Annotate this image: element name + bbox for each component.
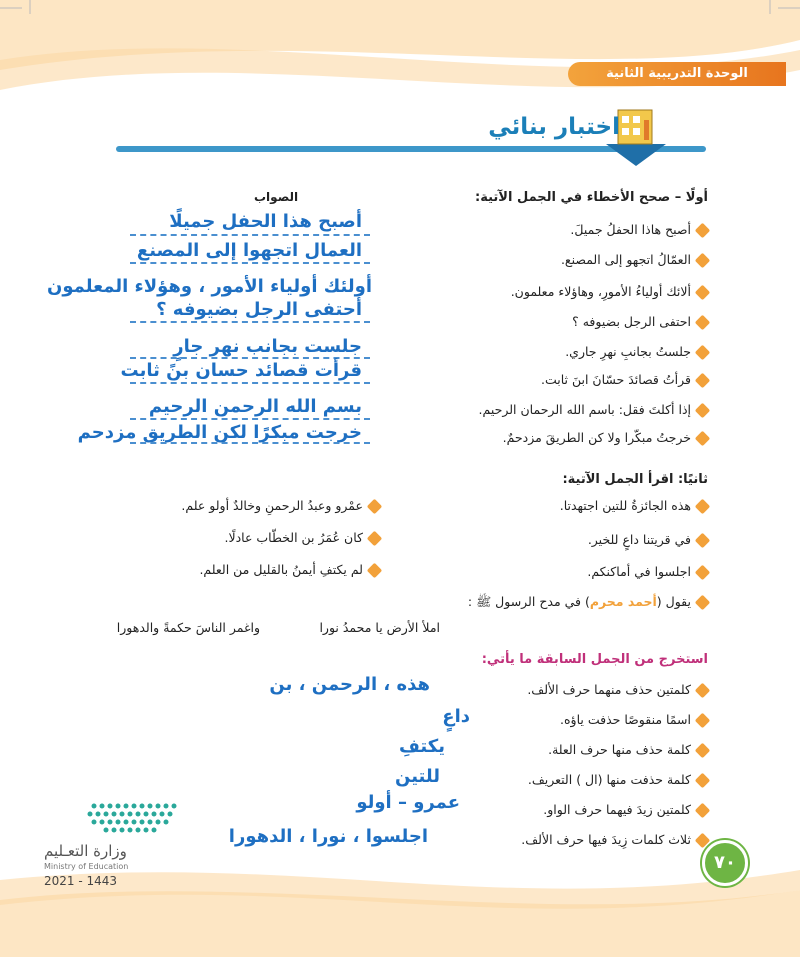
bullet-icon <box>695 223 711 239</box>
answer-line <box>130 234 370 236</box>
ministry-logo <box>44 800 194 895</box>
page-title: اختبار بنائي <box>488 114 620 140</box>
s1-answer-1: أصبح هذا الحفل جميلًا <box>169 211 362 232</box>
section1-heading: أولًا – صحح الأخطاء في الجمل الآتية: <box>475 190 708 205</box>
verse-left: واغمر الناسَ حكمةً والدهورا <box>116 620 260 635</box>
s1-answer-4: أحتفى الرجل بضيوفه ؟ <box>156 299 362 320</box>
s3-question-2: اسمًا منقوصًا حذفت ياؤه. <box>560 712 708 727</box>
bullet-icon <box>695 713 711 729</box>
s2-right-item-3: اجلسوا في أماكنكم. <box>587 564 708 579</box>
ministry-dots-icon <box>44 800 194 840</box>
s1-question-5: جلستُ بجانبِ نهرِ جاري. <box>565 344 708 359</box>
bullet-icon <box>695 403 711 419</box>
answer-line <box>130 357 370 359</box>
section2-heading: ثانيًا: اقرأ الجمل الآتية: <box>562 472 708 487</box>
s1-question-4: احتفى الرجل بضيوفه ؟ <box>572 314 708 329</box>
s1-answer-2: العمال اتجهوا إلى المصنع <box>136 240 362 261</box>
bullet-icon <box>695 595 711 611</box>
section3-heading: استخرج من الجمل السابقة ما يأتي: <box>481 652 708 667</box>
ministry-name-ar: وزارة التعـليم <box>44 842 127 860</box>
s3-question-5: كلمتين زيدَ فيهما حرف الواو. <box>543 802 708 817</box>
answers-heading: الصواب <box>254 190 299 204</box>
s3-answer-3: يكتفِ <box>398 736 445 757</box>
bullet-icon <box>695 683 711 699</box>
bullet-icon <box>367 499 383 515</box>
bullet-icon <box>695 373 711 389</box>
s3-question-6: ثلاث كلمات زِيدَ فيها حرف الألف. <box>521 832 708 847</box>
bullet-icon <box>695 431 711 447</box>
s1-question-7: إذا أكلتَ فقل: باسم الله الرحمان الرحيم. <box>479 402 708 417</box>
s1-question-8: خرجتُ مبكّرا ولا كن الطريقَ مزدحمٌ. <box>503 430 708 445</box>
answer-line <box>130 382 370 384</box>
answer-line <box>130 321 370 323</box>
ministry-year: 2021 - 1443 <box>44 874 118 888</box>
s3-answer-6: اجلسوا ، نورا ، الدهورا <box>228 826 428 847</box>
s2-right-item-1: هذه الجائزةُ للتين اجتهدتا. <box>560 498 708 513</box>
ministry-name-en: Ministry of Education <box>44 862 129 871</box>
s1-question-1: أصبح هاذا الحفلُ جميلَ. <box>570 222 708 237</box>
bullet-icon <box>695 773 711 789</box>
s1-question-6: قرأتُ قصائدَ حسّانَ ابنَ ثابت. <box>541 372 708 387</box>
s3-question-1: كلمتين حذف منهما حرف الألف. <box>527 682 708 697</box>
s2-left-item-1: عمْرو وعبدُ الرحمنِ وخالدٌ أولو علم. <box>181 498 380 513</box>
page-number: ٧٠ <box>702 840 748 886</box>
s3-question-4: كلمة حذفت منها (ال ) التعريف. <box>528 772 708 787</box>
s3-answer-4: للتين <box>395 766 440 787</box>
s3-answer-1: هذه ، الرحمن ، بن <box>269 674 430 695</box>
s1-answer-5: جلست بجانب نهر جارٍ <box>173 336 362 357</box>
s3-question-3: كلمة حذف منها حرف العلة. <box>548 742 708 757</box>
bullet-icon <box>367 531 383 547</box>
s1-answer-8: خرجت مبكرًا لكن الطريق مزدحم <box>77 422 362 443</box>
s2-left-item-3: لم يكتفِ أيمنُ بالقليل من العلم. <box>199 562 380 577</box>
bullet-icon <box>695 253 711 269</box>
verse-right: املأ الأرض يا محمدُ نورا <box>319 620 440 635</box>
bullet-icon <box>695 533 711 549</box>
bullet-icon <box>695 345 711 361</box>
s2-right-item-2: في قريتنا داعٍ للخير. <box>588 532 708 547</box>
s1-answer-3: أولئك أولياء الأمور ، وهؤلاء المعلمون <box>47 276 372 297</box>
s1-answer-7: بسم الله الرحمن الرحيم <box>148 396 362 417</box>
answer-line <box>130 442 370 444</box>
bullet-icon <box>695 499 711 515</box>
bullet-icon <box>367 563 383 579</box>
s1-answer-6: قرأت قصائد حسان بنً ثابت <box>120 360 362 381</box>
s3-answer-2: داعٍ <box>442 706 470 727</box>
unit-badge: الوحدة التدريبية الثانية <box>568 62 786 86</box>
bullet-icon <box>695 803 711 819</box>
s3-answer-5: عمرو – أولو <box>356 792 460 813</box>
s1-question-3: ألائك أولياءُ الأمورِ، وهاؤلاء معلمون. <box>511 284 708 299</box>
bullet-icon <box>695 565 711 581</box>
s2-left-item-2: كان عُمَرُ بن الخطّاب عادلًا. <box>224 530 380 545</box>
s1-question-2: العمّالُ اتجهو إلى المصنع. <box>561 252 708 267</box>
answer-line <box>130 418 370 420</box>
poet-name: أحمد محرم <box>589 594 657 609</box>
bullet-icon <box>695 743 711 759</box>
bullet-icon <box>695 285 711 301</box>
poem-intro: يقول (أحمد محرم) في مدح الرسول ﷺ : <box>468 594 708 613</box>
bullet-icon <box>695 315 711 331</box>
answer-line <box>130 262 370 264</box>
